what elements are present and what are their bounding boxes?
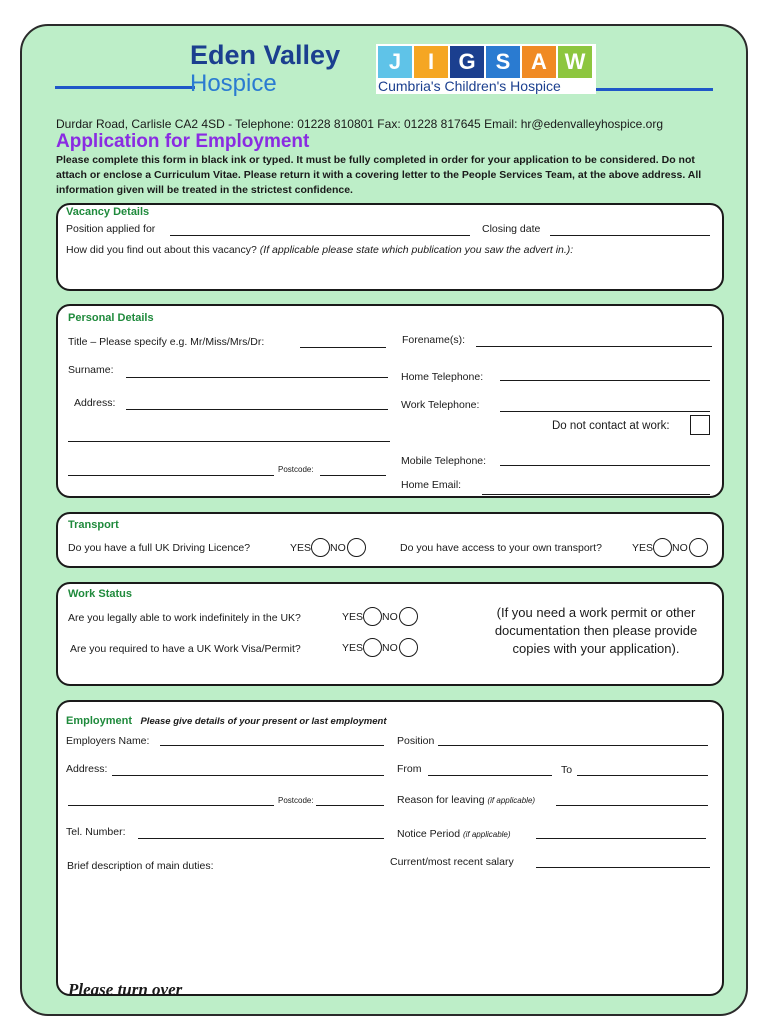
- eden-valley-logo-subtitle: Hospice: [190, 70, 277, 97]
- section-heading-personal: Personal Details: [68, 312, 154, 324]
- yes-label: YES: [290, 541, 312, 554]
- visa-required-no-radio[interactable]: [399, 638, 418, 657]
- home-telephone-label: Home Telephone:: [401, 371, 484, 383]
- forename-label: Forename(s):: [402, 334, 466, 346]
- title-label: Title – Please specify e.g. Mr/Miss/Mrs/Dr:: [68, 336, 265, 348]
- home-email-field[interactable]: [482, 494, 710, 495]
- own-transport-options: [632, 538, 708, 557]
- tel-number-field[interactable]: [138, 838, 384, 839]
- address-field-line1[interactable]: [126, 409, 388, 410]
- driving-licence-options: [290, 538, 366, 557]
- jigsaw-letters: [378, 46, 594, 78]
- surname-label: Surname:: [68, 364, 114, 376]
- find-vacancy-hint: (If applicable please state which publication you saw the advert in.):: [259, 244, 574, 256]
- personal-details-section: [56, 304, 724, 498]
- main-duties-field[interactable]: [67, 876, 707, 972]
- address-label: Address:: [74, 397, 116, 409]
- section-heading-work-status: Work Status: [68, 588, 132, 600]
- jigsaw-letter-i: I: [414, 46, 448, 78]
- to-date-field[interactable]: [577, 775, 708, 776]
- main-duties-label: Brief description of main duties:: [67, 860, 214, 872]
- jigsaw-letter-g: G: [450, 46, 484, 78]
- own-transport-label: Do you have access to your own transport?: [400, 542, 602, 554]
- salary-field[interactable]: [536, 867, 710, 868]
- eden-valley-logo-title: Eden Valley: [190, 40, 341, 70]
- closing-date-label: Closing date: [482, 223, 541, 235]
- section-heading-vacancy: Vacancy Details: [66, 206, 150, 218]
- section-heading-employment: Employment: [66, 715, 133, 727]
- driving-licence-label: Do you have a full UK Driving Licence?: [68, 542, 251, 554]
- position-applied-field[interactable]: [170, 235, 470, 236]
- no-label: NO: [672, 541, 688, 554]
- do-not-contact-label: Do not contact at work:: [552, 420, 670, 432]
- header-rule-left: [55, 86, 195, 89]
- employment-position-field[interactable]: [438, 745, 708, 746]
- mobile-telephone-label: Mobile Telephone:: [401, 455, 487, 467]
- yes-label: YES: [342, 641, 364, 654]
- employer-address-field-line1[interactable]: [112, 775, 384, 776]
- address-field-line3[interactable]: [68, 475, 274, 476]
- postcode-label: Postcode:: [278, 465, 314, 474]
- from-date-field[interactable]: [428, 775, 552, 776]
- jigsaw-subtitle: Cumbria's Children's Hospice: [378, 78, 561, 94]
- jigsaw-logo: [376, 44, 596, 94]
- own-transport-yes-radio[interactable]: [653, 538, 672, 557]
- intro-text: Please complete this form in black ink or typed. It must be fully completed in order for your application to be considered. Do not attach or enclose a Curriculum Vitae. Please return it with a covering letter to the People Services Team, at the above address. All information given will be treated in the strictest confidence.: [56, 154, 702, 196]
- driving-licence-yes-radio[interactable]: [311, 538, 330, 557]
- driving-licence-no-radio[interactable]: [347, 538, 366, 557]
- visa-required-options: [342, 638, 418, 657]
- jigsaw-letter-a: A: [522, 46, 556, 78]
- work-telephone-label: Work Telephone:: [401, 399, 480, 411]
- no-label: NO: [330, 541, 346, 554]
- jigsaw-letter-w: W: [558, 46, 592, 78]
- home-telephone-field[interactable]: [500, 380, 710, 381]
- home-email-label: Home Email:: [401, 479, 462, 491]
- visa-required-label: Are you required to have a UK Work Visa/Permit?: [70, 643, 301, 655]
- postcode-field[interactable]: [320, 475, 386, 476]
- yes-label: YES: [342, 610, 364, 623]
- notice-period-label: Notice Period: [397, 828, 461, 840]
- page-title: Application for Employment: [56, 131, 310, 152]
- employment-position-label: Position: [397, 735, 435, 747]
- do-not-contact-checkbox[interactable]: [690, 415, 710, 435]
- reason-leaving-label: Reason for leaving: [397, 794, 485, 806]
- reason-leaving-field[interactable]: [556, 805, 708, 806]
- legal-work-label: Are you legally able to work indefinitely in the UK?: [68, 612, 301, 624]
- please-turn-over: Please turn over: [68, 980, 183, 999]
- yes-label: YES: [632, 541, 654, 554]
- employer-postcode-label: Postcode:: [278, 796, 314, 805]
- legal-work-options: [342, 607, 418, 626]
- work-telephone-field[interactable]: [500, 411, 710, 412]
- no-label: NO: [382, 610, 398, 623]
- tel-number-label: Tel. Number:: [66, 826, 126, 838]
- work-permit-note: (If you need a work permit or other documentation then please provide copies with your application).: [494, 605, 698, 656]
- employer-address-field-line2[interactable]: [68, 805, 274, 806]
- address-field-line2[interactable]: [68, 441, 390, 442]
- employment-subheading: Please give details of your present or last employment: [140, 716, 387, 727]
- no-label: NO: [382, 641, 398, 654]
- find-vacancy-label: How did you find out about this vacancy?: [66, 244, 257, 256]
- surname-field[interactable]: [126, 377, 388, 378]
- from-label: From: [397, 763, 422, 775]
- reason-leaving-row: [397, 794, 535, 806]
- contact-address: Durdar Road, Carlisle CA2 4SD - Telephone: 01228 810801 Fax: 01228 817645 Email: hr@edenvalleyhospice.org: [56, 117, 664, 131]
- section-heading-transport: Transport: [68, 519, 119, 531]
- employment-heading-row: [66, 711, 387, 729]
- visa-required-yes-radio[interactable]: [363, 638, 382, 657]
- jigsaw-letter-j: J: [378, 46, 412, 78]
- find-vacancy-field[interactable]: [66, 258, 706, 286]
- to-label: To: [561, 764, 573, 776]
- position-applied-label: Position applied for: [66, 223, 156, 235]
- legal-work-no-radio[interactable]: [399, 607, 418, 626]
- closing-date-field[interactable]: [550, 235, 710, 236]
- header-rule-right: [585, 88, 713, 91]
- employer-name-field[interactable]: [160, 745, 384, 746]
- notice-period-hint: (if applicable): [462, 830, 511, 839]
- legal-work-yes-radio[interactable]: [363, 607, 382, 626]
- forename-field[interactable]: [476, 346, 712, 347]
- own-transport-no-radio[interactable]: [689, 538, 708, 557]
- title-field[interactable]: [300, 347, 386, 348]
- employer-name-label: Employers Name:: [66, 735, 150, 747]
- notice-period-field[interactable]: [536, 838, 706, 839]
- find-vacancy-question: [66, 244, 573, 256]
- salary-label: Current/most recent salary: [390, 856, 514, 868]
- employer-address-label: Address:: [66, 763, 108, 775]
- notice-period-row: [397, 828, 511, 840]
- mobile-telephone-field[interactable]: [500, 465, 710, 466]
- reason-leaving-hint: (if applicable): [487, 796, 536, 805]
- transport-section: [56, 512, 724, 568]
- employer-postcode-field[interactable]: [316, 805, 384, 806]
- jigsaw-letter-s: S: [486, 46, 520, 78]
